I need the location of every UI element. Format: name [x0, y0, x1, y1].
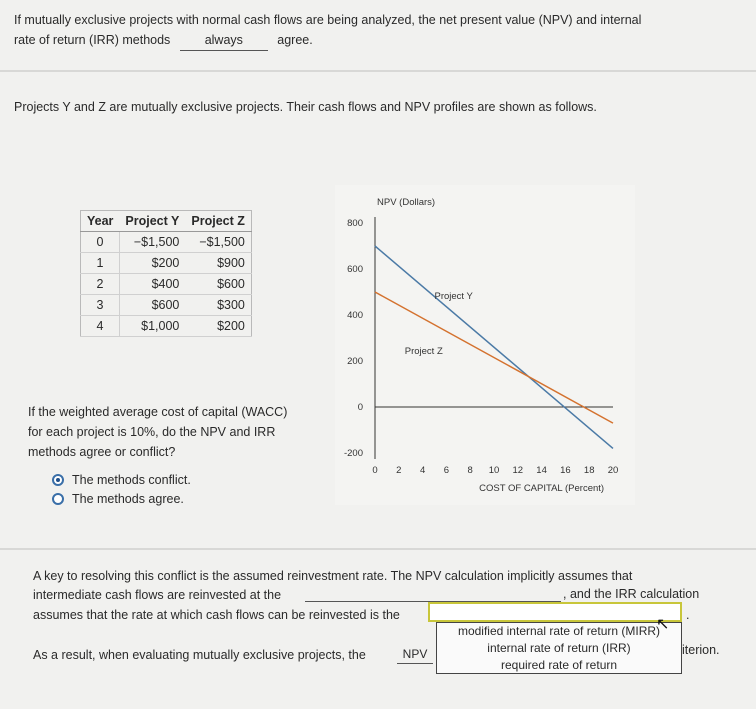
section-divider: [0, 548, 756, 550]
question-3-line4-suffix: iterion.: [682, 643, 720, 657]
question-2-line1: If the weighted average cost of capital (WACC): [28, 405, 288, 419]
intro-text: Projects Y and Z are mutually exclusive projects. Their cash flows and NPV profiles are shown as follows.: [14, 100, 597, 114]
table-cell-project-y: $600: [119, 295, 185, 316]
y-tick-label: 400: [347, 310, 363, 321]
dropdown-option-irr[interactable]: internal rate of return (IRR): [487, 641, 631, 655]
radio-option-label: The methods conflict.: [72, 473, 191, 487]
table-cell-year: 0: [81, 232, 120, 253]
x-tick-label: 12: [512, 465, 524, 476]
x-tick-label: 6: [443, 465, 450, 476]
criterion-dropdown[interactable]: NPV: [397, 645, 433, 664]
npv-profile-chart-panel: [335, 185, 635, 505]
y-tick-label: -200: [343, 448, 363, 459]
mouse-cursor-icon: ↖: [656, 616, 670, 633]
x-tick-label: 4: [419, 465, 426, 476]
table-row: [81, 316, 252, 337]
table-row: [81, 232, 252, 253]
question-2-line3: methods agree or conflict?: [28, 445, 176, 459]
table-cell-project-y: $400: [119, 274, 185, 295]
question-3-line3-end: .: [686, 608, 690, 622]
question-3-line3: assumes that the rate at which cash flows can be reinvested is the: [33, 608, 400, 622]
x-tick-label: 2: [396, 465, 402, 476]
radio-option-label: The methods agree.: [72, 492, 184, 506]
table-cell-project-z: $900: [185, 253, 251, 274]
table-row: [81, 274, 252, 295]
table-cell-project-y: $1,000: [119, 316, 185, 337]
table-row: [81, 295, 252, 316]
question-1-line1: If mutually exclusive projects with normal cash flows are being analyzed, the net present value (NPV) and internal: [14, 13, 642, 27]
radio-selected-icon[interactable]: [52, 474, 64, 486]
section-divider: [0, 70, 756, 72]
series-line-project-z: [375, 292, 613, 423]
table-cell-project-z: −$1,500: [185, 232, 251, 253]
table-cell-year: 2: [81, 274, 120, 295]
chart-title: NPV (Dollars): [377, 197, 436, 208]
question-3-line4-prefix: As a result, when evaluating mutually exclusive projects, the: [33, 648, 366, 662]
radio-unselected-icon[interactable]: [52, 493, 64, 505]
dropdown-option-mirr[interactable]: modified internal rate of return (MIRR): [457, 624, 661, 638]
x-tick-label: 8: [467, 465, 473, 476]
table-header-row: [81, 211, 252, 232]
question-1-prefix: rate of return (IRR) methods: [14, 33, 171, 47]
question-3-line2-prefix: intermediate cash flows are reinvested at the: [33, 588, 282, 602]
table-cell-year: 4: [81, 316, 120, 337]
table-cell-year: 3: [81, 295, 120, 316]
table-header-project-y: Project Y: [119, 211, 185, 232]
cash-flow-table: [80, 210, 252, 337]
radio-option-conflict[interactable]: [52, 473, 191, 487]
npv-profile-chart: [335, 185, 635, 505]
x-tick-label: 18: [583, 465, 595, 476]
x-tick-label: 20: [607, 465, 619, 476]
question-3-line1: A key to resolving this conflict is the assumed reinvestment rate. The NPV calculation implicitly assumes that: [33, 569, 633, 583]
question-2-line2: for each project is 10%, do the NPV and IRR: [28, 425, 276, 439]
table-header-year: Year: [81, 211, 120, 232]
table-cell-project-z: $600: [185, 274, 251, 295]
radio-option-agree[interactable]: [52, 492, 184, 506]
x-tick-label: 16: [560, 465, 571, 476]
series-label-project-y: Project Y: [434, 290, 473, 302]
question-1-line2: [14, 30, 744, 51]
table-cell-project-z: $200: [185, 316, 251, 337]
table-cell-project-z: $300: [185, 295, 251, 316]
table-header-project-z: Project Z: [185, 211, 251, 232]
dropdown-option-required-rate[interactable]: required rate of return: [500, 658, 618, 672]
reinvestment-rate-dropdown-irr[interactable]: [428, 602, 682, 622]
table-cell-project-y: $200: [119, 253, 185, 274]
y-tick-label: 200: [347, 356, 363, 367]
x-tick-label: 10: [488, 465, 500, 476]
table-cell-year: 1: [81, 253, 120, 274]
reinvestment-rate-options-list[interactable]: [436, 622, 682, 674]
question-1: [14, 10, 744, 51]
table-row: [81, 253, 252, 274]
x-tick-label: 14: [536, 465, 547, 476]
question-1-suffix: agree.: [277, 33, 313, 47]
table-cell-project-y: −$1,500: [119, 232, 185, 253]
question-1-answer-dropdown[interactable]: always: [180, 30, 268, 51]
series-label-project-z: Project Z: [404, 346, 443, 358]
question-3-line2-suffix: , and the IRR calculation: [563, 587, 700, 601]
y-tick-label: 600: [347, 264, 363, 275]
y-tick-label: 800: [347, 218, 363, 229]
x-tick-label: 0: [372, 465, 378, 476]
x-axis-label: COST OF CAPITAL (Percent): [479, 483, 605, 494]
y-tick-label: 0: [357, 402, 363, 413]
question-2: [28, 402, 328, 462]
